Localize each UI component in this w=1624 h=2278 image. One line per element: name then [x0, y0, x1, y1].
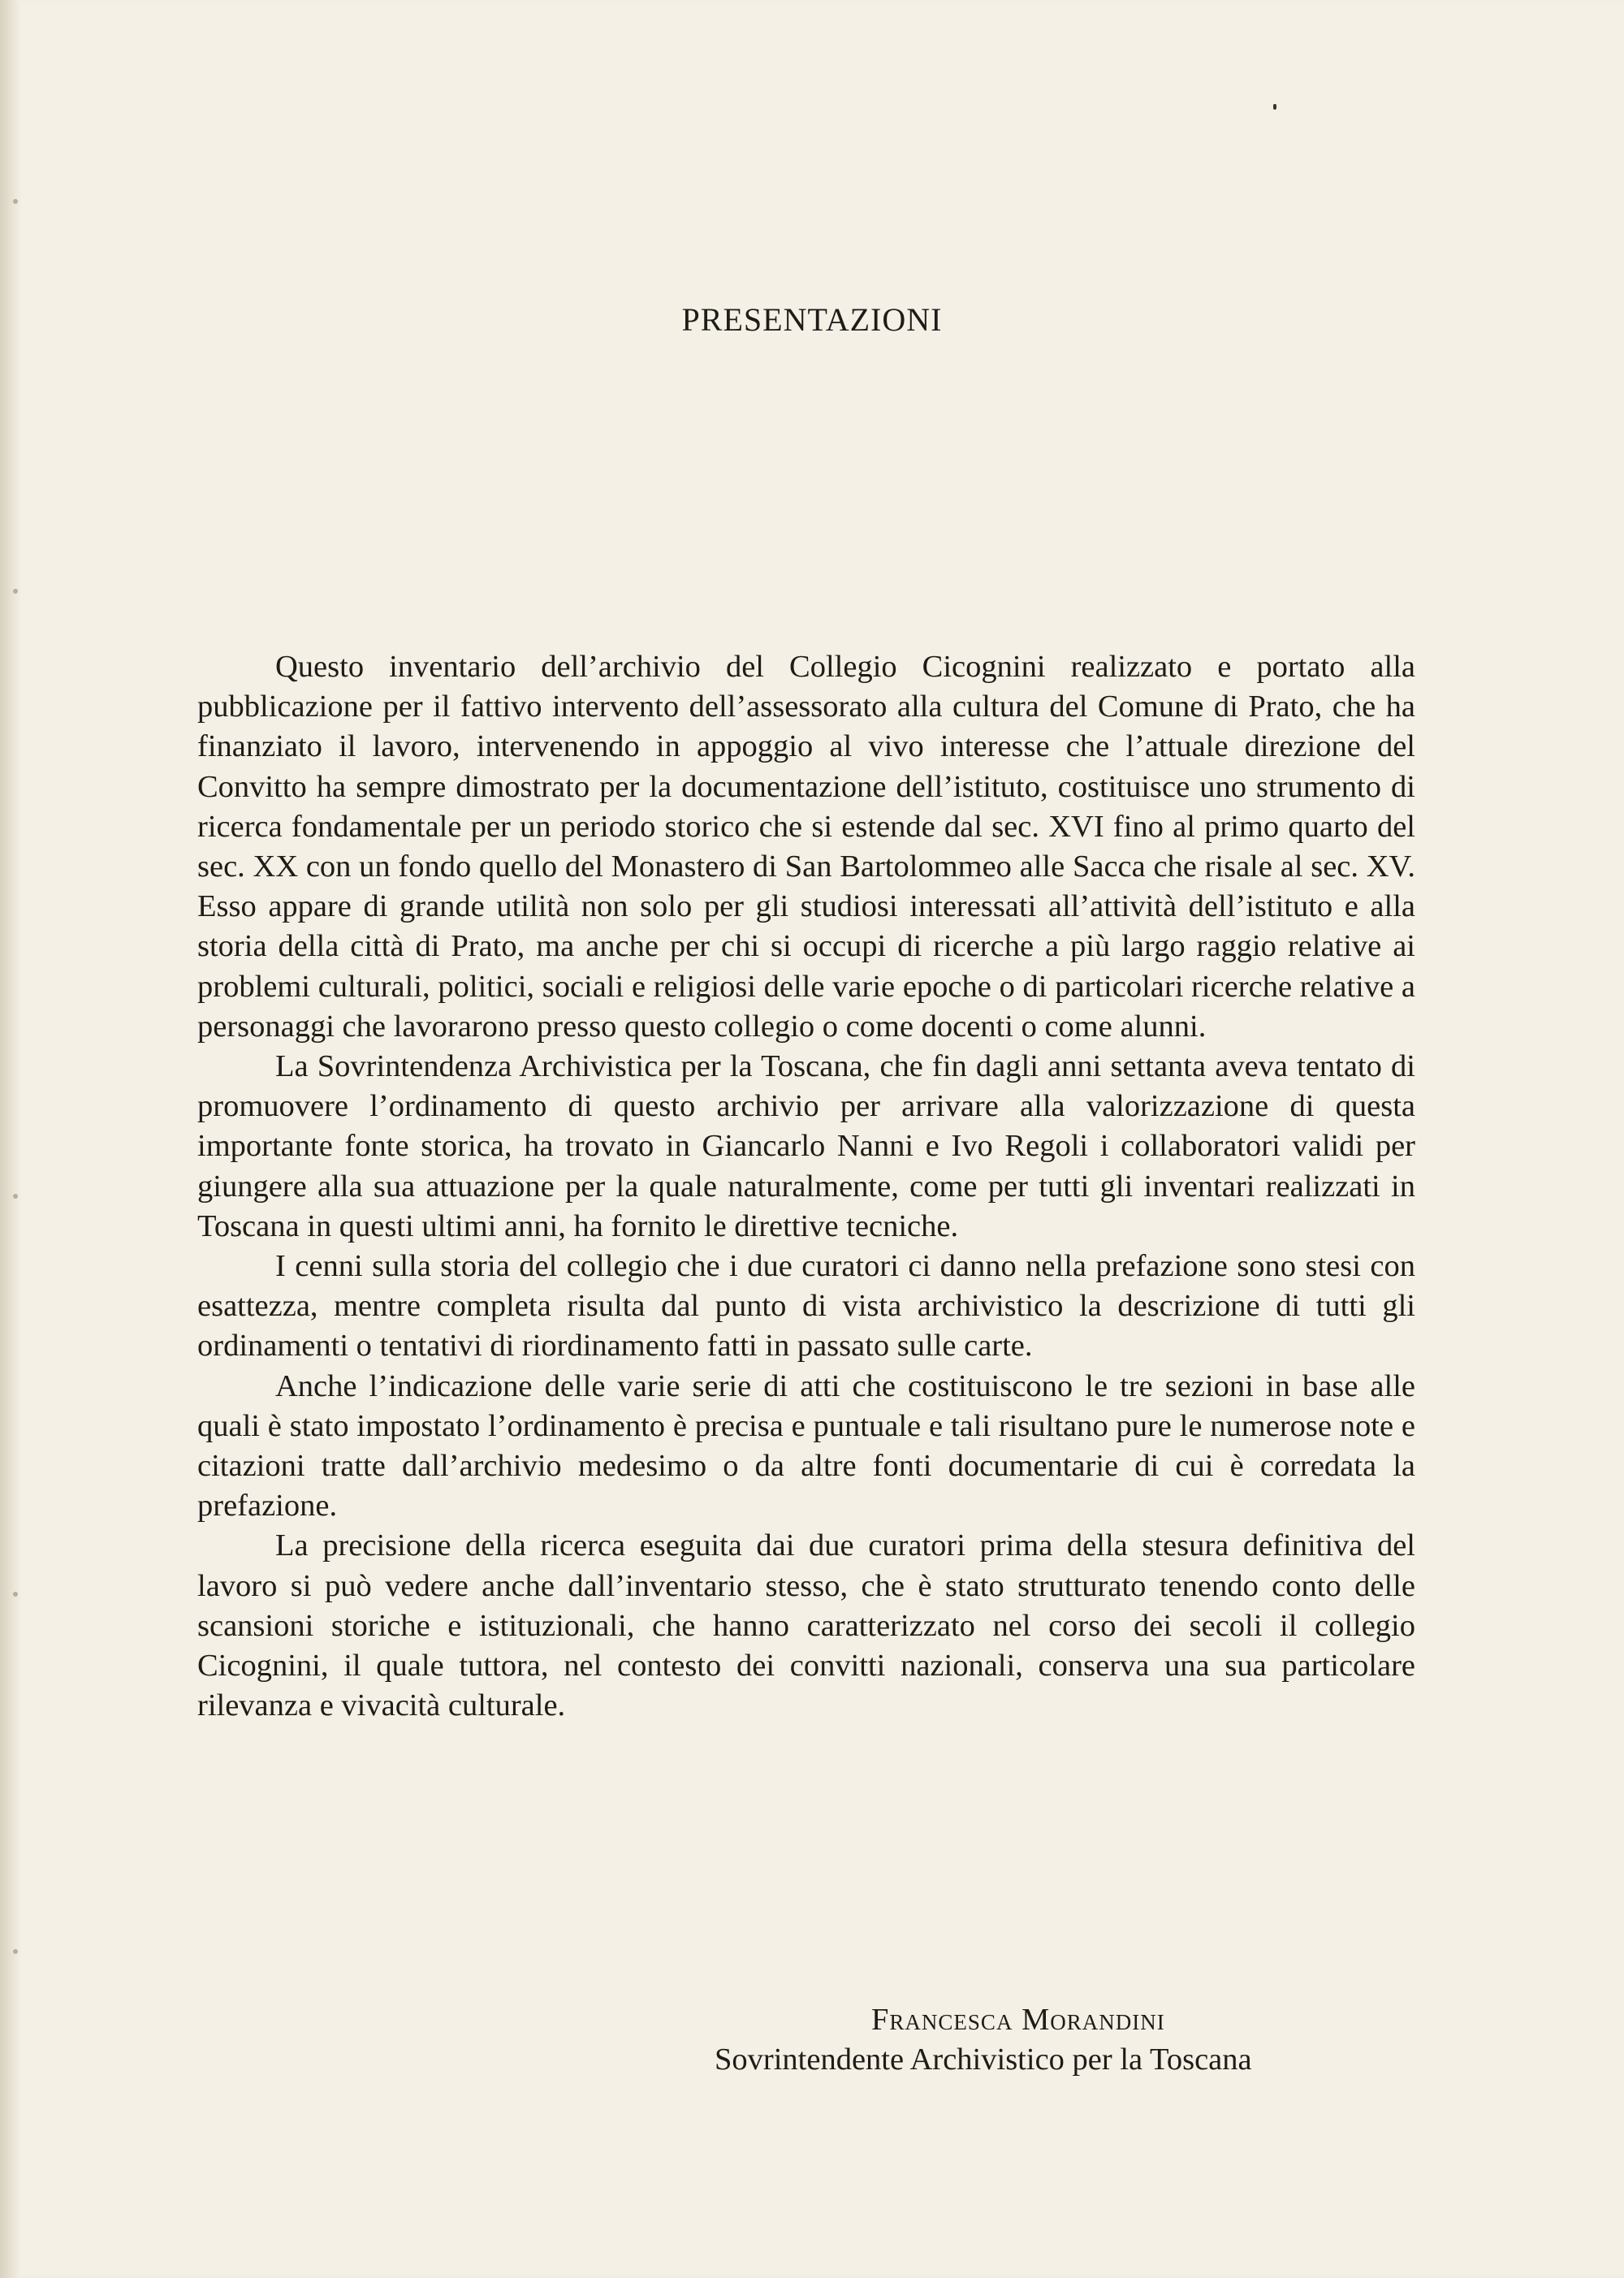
paragraph: I cenni sulla storia del collegio che i due curatori ci danno nella prefazione sono stesi con esattezza, mentre completa risulta dal punto di vista archivistico la descrizione di tutti gli ordinamenti o tentativi di riordinamento fatti in passato sulle carte. [197, 1249, 1415, 1364]
binding-stitch [13, 1592, 18, 1597]
binding-stitch [13, 589, 18, 594]
signatory-role: Sovrintendente Archivistico per la Toscana [715, 2042, 1252, 2077]
paragraph: La precisione della ricerca eseguita dai due curatori prima della stesura definitiva del lavoro si può vedere anche dall’inventario stesso, che è stato strutturato tenendo conto delle scansioni storiche e istituzionali, che hanno caratterizzato nel corso dei secoli il collegio Cicognini, il quale tuttora, nel contesto dei convitti nazionali, conserva una sua particolare rilevanza e vivacità culturale. [197, 1528, 1415, 1723]
binding-stitch [13, 1949, 18, 1954]
binding-stitch [13, 199, 18, 204]
page-title: PRESENTAZIONI [681, 301, 943, 338]
paragraph: Anche l’indicazione delle varie serie di atti che costituiscono le tre sezioni in base alle quali è stato impostato l’ordinamento è precisa e puntuale e tali risultano pure le numerose note e citazioni tratte dall’archivio medesimo o da altre fonti documentarie di cui è corredata la prefazione. [197, 1368, 1415, 1524]
signatory-name: Francesca Morandini [871, 2003, 1165, 2037]
binding-stitch [13, 1194, 18, 1199]
paper-speck [1273, 104, 1276, 110]
paragraph: La Sovrintendenza Archivistica per la Toscana, che fin dagli anni settanta aveva tentato di promuovere l’ordinamento di questo archivio per arrivare alla valorizzazione di questa importante fonte storica, ha trovato in Giancarlo Nanni e Ivo Regoli i collaboratori validi per giungere alla sua attuazione per la quale naturalmente, come per tutti gli inventari realizzati in Toscana in questi ultimi anni, ha fornito le direttive tecniche. [197, 1049, 1415, 1243]
paragraph: Questo inventario dell’archivio del Collegio Cicognini realizzato e portato alla pubblicazione per il fattivo intervento dell’assessorato alla cultura del Comune di Prato, che ha finanziato il lavoro, intervenendo in appoggio al vivo interesse che l’attuale direzione del Convitto ha sempre dimostrato per la documentazione dell’istituto, costituisce uno strumento di ricerca fondamentale per un periodo storico che si estende dal sec. XVI fino al primo quarto del sec. XX con un fondo quello del Monastero di San Bartolommeo alle Sacca che risale al sec. XV. Esso appare di grande utilità non solo per gli studiosi interessati all’attività dell’istituto e alla storia della città di Prato, ma anche per chi si occupi di ricerche a più largo raggio relative ai problemi culturali, politici, sociali e religiosi delle varie epoche o di particolari ricerche relative a personaggi che lavorarono presso questo collegio o come docenti o come alunni. [197, 650, 1415, 1044]
binding-edge [0, 0, 21, 2278]
presentation-body [197, 647, 1415, 1726]
signature-block [706, 2000, 1413, 2080]
